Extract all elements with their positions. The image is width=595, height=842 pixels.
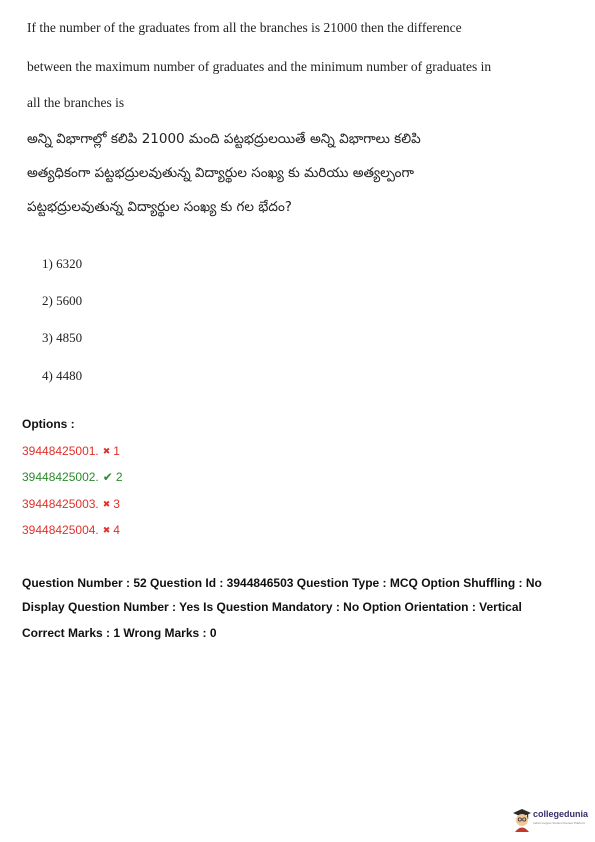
checkmark-icon: ✔ [102, 470, 113, 484]
cross-icon: ✖ [102, 499, 111, 509]
options-heading: Options : [22, 417, 75, 431]
collegedunia-logo[interactable] [510, 806, 592, 832]
choice-row [22, 497, 120, 511]
choice-id: 39448425001. [22, 444, 99, 458]
question-english-line-3: all the branches is [27, 95, 125, 110]
answer-option-4: 4) 4480 [42, 368, 83, 383]
logo-wordmark: collegedunia [533, 809, 589, 819]
choice-value: 1 [113, 444, 120, 458]
choice-row [22, 523, 120, 537]
choice-row [22, 444, 120, 458]
answer-option-3: 3) 4850 [42, 330, 83, 345]
choice-value: 4 [113, 523, 120, 537]
question-telugu-line-1: అన్ని విభాగాల్లో కలిపి 21000 మంది పట్టభద్రులయితే అన్ని విభాగాలు కలిపి [27, 131, 421, 147]
answer-option-2: 2) 5600 [42, 293, 83, 308]
question-meta-line-2: Display Question Number : Yes Is Question Mandatory : No Option Orientation : Vertical [22, 600, 522, 614]
choice-id: 39448425003. [22, 497, 99, 511]
cross-icon: ✖ [102, 446, 111, 456]
question-telugu-line-3: పట్టభద్రులవుతున్న విద్యార్థుల సంఖ్య కు గల భేదం? [27, 199, 292, 215]
question-english-line-1: If the number of the graduates from all the branches is 21000 then the difference [27, 20, 462, 35]
question-meta-line-1: Question Number : 52 Question Id : 3944846503 Question Type : MCQ Option Shuffling : No [22, 576, 542, 590]
choice-id: 39448425002. [22, 470, 99, 484]
choice-row [22, 470, 123, 484]
question-english-line-2: between the maximum number of graduates and the minimum number of graduates in [27, 59, 492, 74]
question-meta-line-3: Correct Marks : 1 Wrong Marks : 0 [22, 626, 217, 640]
choice-value: 2 [115, 470, 123, 484]
choice-id: 39448425004. [22, 523, 99, 537]
answer-option-1: 1) 6320 [42, 256, 83, 271]
choice-value: 3 [113, 497, 120, 511]
question-telugu-line-2: అత్యధికంగా పట్టభద్రులవుతున్న విద్యార్థుల సంఖ్య కు మరియు అత్యల్పంగా [27, 165, 414, 181]
cross-icon: ✖ [102, 525, 111, 535]
logo-tagline: India's largest Student Review Platform [533, 821, 586, 825]
graduate-mascot-icon [510, 806, 534, 832]
